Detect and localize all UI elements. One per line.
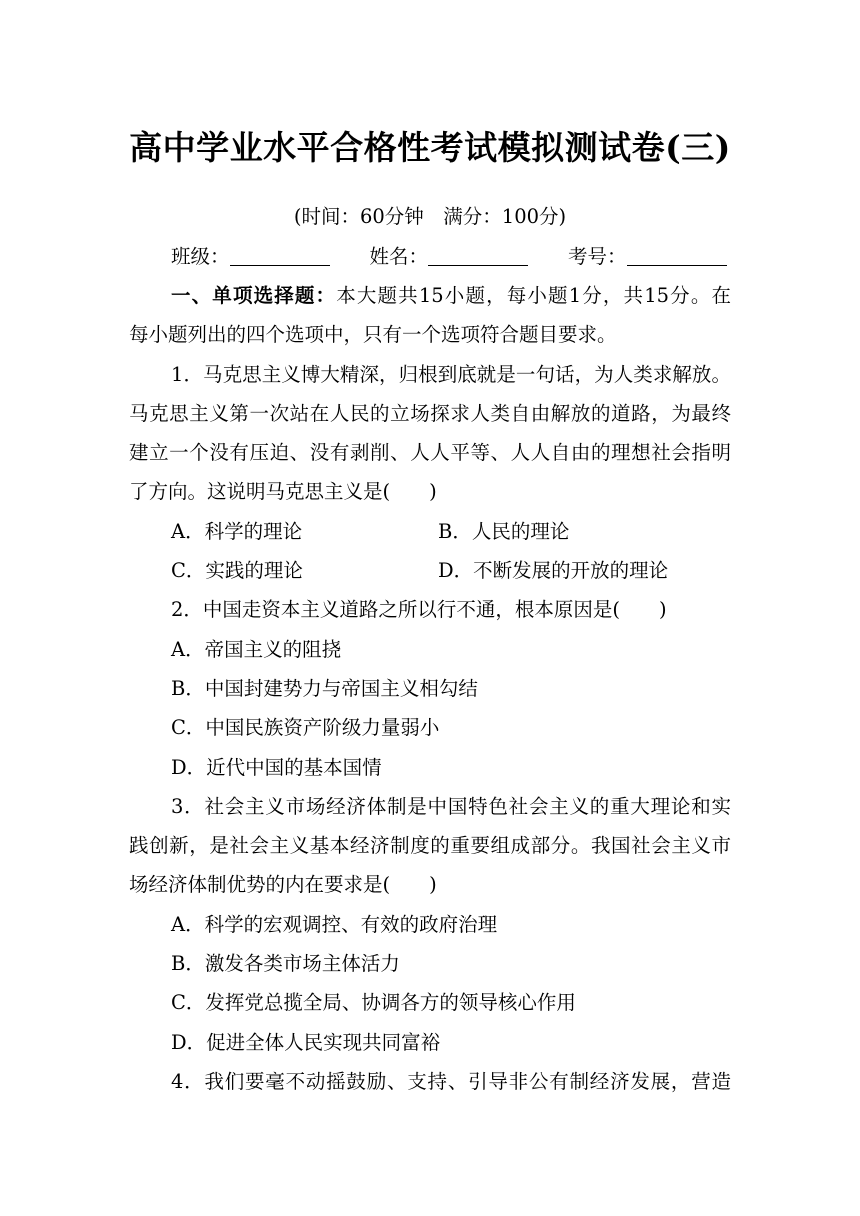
q1-stem-line: 马克思主义第一次站在人民的立场探求人类自由解放的道路，为最终 [129,402,731,425]
q3-stem-line: 践创新，是社会主义基本经济制度的重要组成部分。我国社会主义市 [129,834,731,857]
id-blank[interactable] [627,247,727,266]
q2-option-a: A．帝国主义的阻挠 [171,638,342,661]
q1-option-a: A．科学的理论 [171,520,303,543]
q1-option-c: C．实践的理论 [171,559,303,582]
q3-option-a: A．科学的宏观调控、有效的政府治理 [171,913,498,936]
name-blank[interactable] [428,247,528,266]
name-label: 姓名： [369,245,429,268]
class-blank[interactable] [230,247,330,266]
q3-option-d: D．促进全体人民实现共同富裕 [171,1031,441,1054]
q1-option-d: D．不断发展的开放的理论 [438,559,669,582]
q1-stem-line: 建立一个没有压迫、没有剥削、人人平等、人人自由的理想社会指明 [129,441,731,464]
student-info-row [171,244,727,270]
section-heading: 一、单项选择题： [171,284,337,307]
q3-stem-line: 3．社会主义市场经济体制是中国特色社会主义的重大理论和实 [171,795,731,818]
q2-option-d: D．近代中国的基本国情 [171,756,382,779]
class-label: 班级： [171,245,230,268]
section-instructions: 本大题共15小题，每小题1分，共15分。在 [336,284,731,307]
q3-option-b: B．激发各类市场主体活力 [171,952,400,975]
section-instructions-line2: 每小题列出的四个选项中，只有一个选项符合题目要求。 [129,323,617,346]
q1-stem-line: 1．马克思主义博大精深，归根到底就是一句话，为人类求解放。 [171,363,731,386]
q3-stem-line: 场经济体制优势的内在要求是( ) [129,873,437,896]
q3-option-c: C．发挥党总揽全局、协调各方的领导核心作用 [171,991,576,1014]
id-label: 考号： [568,245,627,268]
q4-stem-line: 4．我们要毫不动摇鼓励、支持、引导非公有制经济发展，营造 [171,1070,731,1093]
q1-option-b: B．人民的理论 [438,520,570,543]
q2-option-c: C．中国民族资产阶级力量弱小 [171,716,440,739]
q1-stem-line: 了方向。这说明马克思主义是( ) [129,480,437,503]
q2-stem: 2．中国走资本主义道路之所以行不通，根本原因是( ) [171,598,667,621]
exam-subtitle: (时间：60分钟 满分：100分) [293,205,567,228]
exam-title: 高中学业水平合格性考试模拟测试卷(三) [129,128,731,167]
section-heading-line [171,283,731,309]
q2-option-b: B．中国封建势力与帝国主义相勾结 [171,677,478,700]
